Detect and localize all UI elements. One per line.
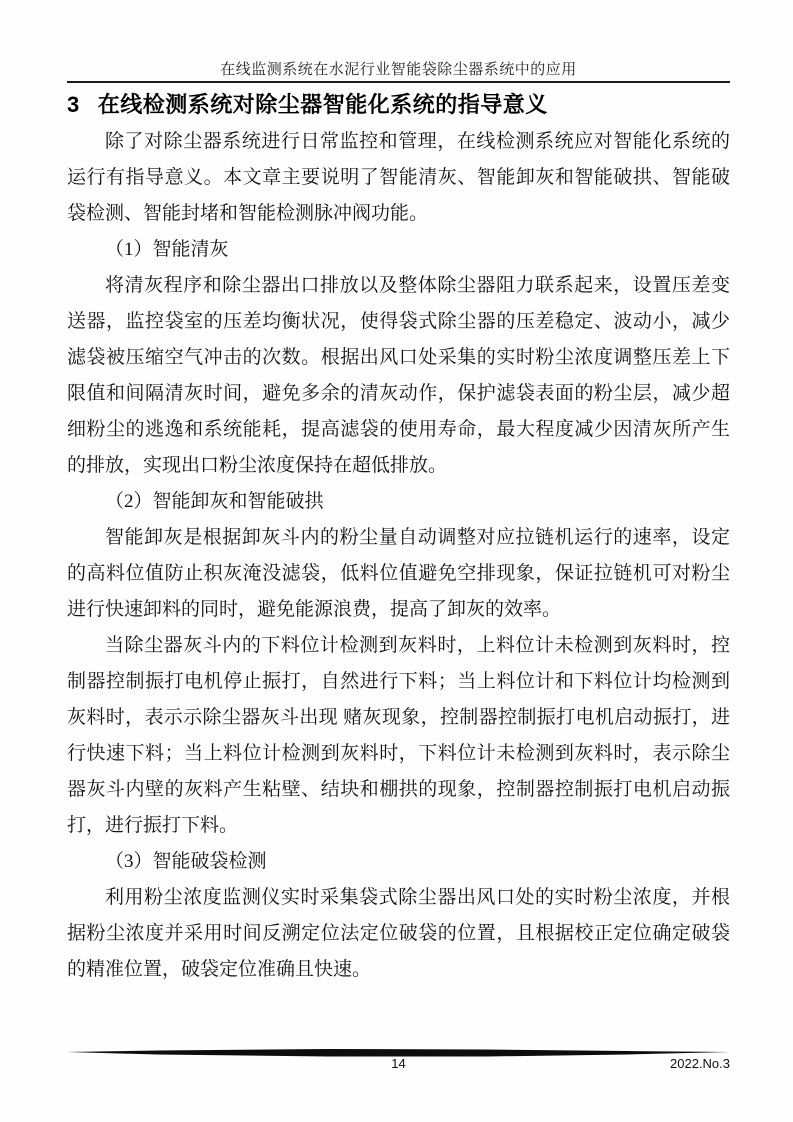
paragraph: 智能卸灰是根据卸灰斗内的粉尘量自动调整对应拉链机运行的速率，设定的高料位值防止积灰淹没滤袋，低料位值避免空排现象，保证拉链机可对粉尘进行快速卸料的同时，避免能源浪费，提高了卸灰的效率。 xyxy=(67,527,730,620)
header-rule xyxy=(67,81,730,83)
paragraph: 当除尘器灰斗内的下料位计检测到灰料时，上料位计未检测到灰料时，控制器控制振打电机停止振打，自然进行下料；当上料位计和下料位计均检测到灰料时，表示示除尘器灰斗出现 赌灰现象，控制器控制振打电机启动振打，进行快速下料；当上料位计检测到灰料时，下料位计未检测到灰料时，表示除尘器灰斗内壁的灰料产生粘壁、结块和棚拱的现象，控制器控制振打电机启动振打，进行振打下料。 xyxy=(67,635,730,836)
page-number: 14 xyxy=(391,1056,406,1071)
subheading-3: （3）智能破袋检测 xyxy=(105,851,267,872)
issue-label: 2022.No.3 xyxy=(670,1056,730,1071)
section-title: 在线检测系统对除尘器智能化系统的指导意义 xyxy=(97,92,548,117)
footer xyxy=(67,1056,730,1074)
paragraph: 利用粉尘浓度监测仪实时采集袋式除尘器出风口处的实时粉尘浓度，并根据粉尘浓度并采用时间反溯定位法定位破袋的位置，且根据校正定位确定破袋的精准位置，破袋定位准确且快速。 xyxy=(67,887,730,980)
subheading-2: （2）智能卸灰和智能破拱 xyxy=(105,491,324,512)
subheading-1: （1）智能清灰 xyxy=(105,239,229,260)
section-heading xyxy=(67,88,730,119)
paragraph: 将清灰程序和除尘器出口排放以及整体除尘器阻力联系起来，设置压差变送器，监控袋室的压差均衡状况，使得袋式除尘器的压差稳定、波动小，减少滤袋被压缩空气冲击的次数。根据出风口处采集的实时粉尘浓度调整压差上下限值和间隔清灰时间，避免多余的清灰动作，保护滤袋表面的粉尘层，减少超细粉尘的逃逸和系统能耗，提高滤袋的使用寿命，最大程度减少因清灰所产生的排放，实现出口粉尘浓度保持在超低排放。 xyxy=(67,275,730,476)
section-number: 3 xyxy=(67,92,80,117)
article-body xyxy=(67,124,730,988)
paragraph: 除了对除尘器系统进行日常监控和管理，在线检测系统应对智能化系统的运行有指导意义。本文章主要说明了智能清灰、智能卸灰和智能破拱、智能破袋检测、智能封堵和智能检测脉冲阀功能。 xyxy=(67,131,730,224)
running-header-title: 在线监测系统在水泥行业智能袋除尘器系统中的应用 xyxy=(220,62,577,78)
